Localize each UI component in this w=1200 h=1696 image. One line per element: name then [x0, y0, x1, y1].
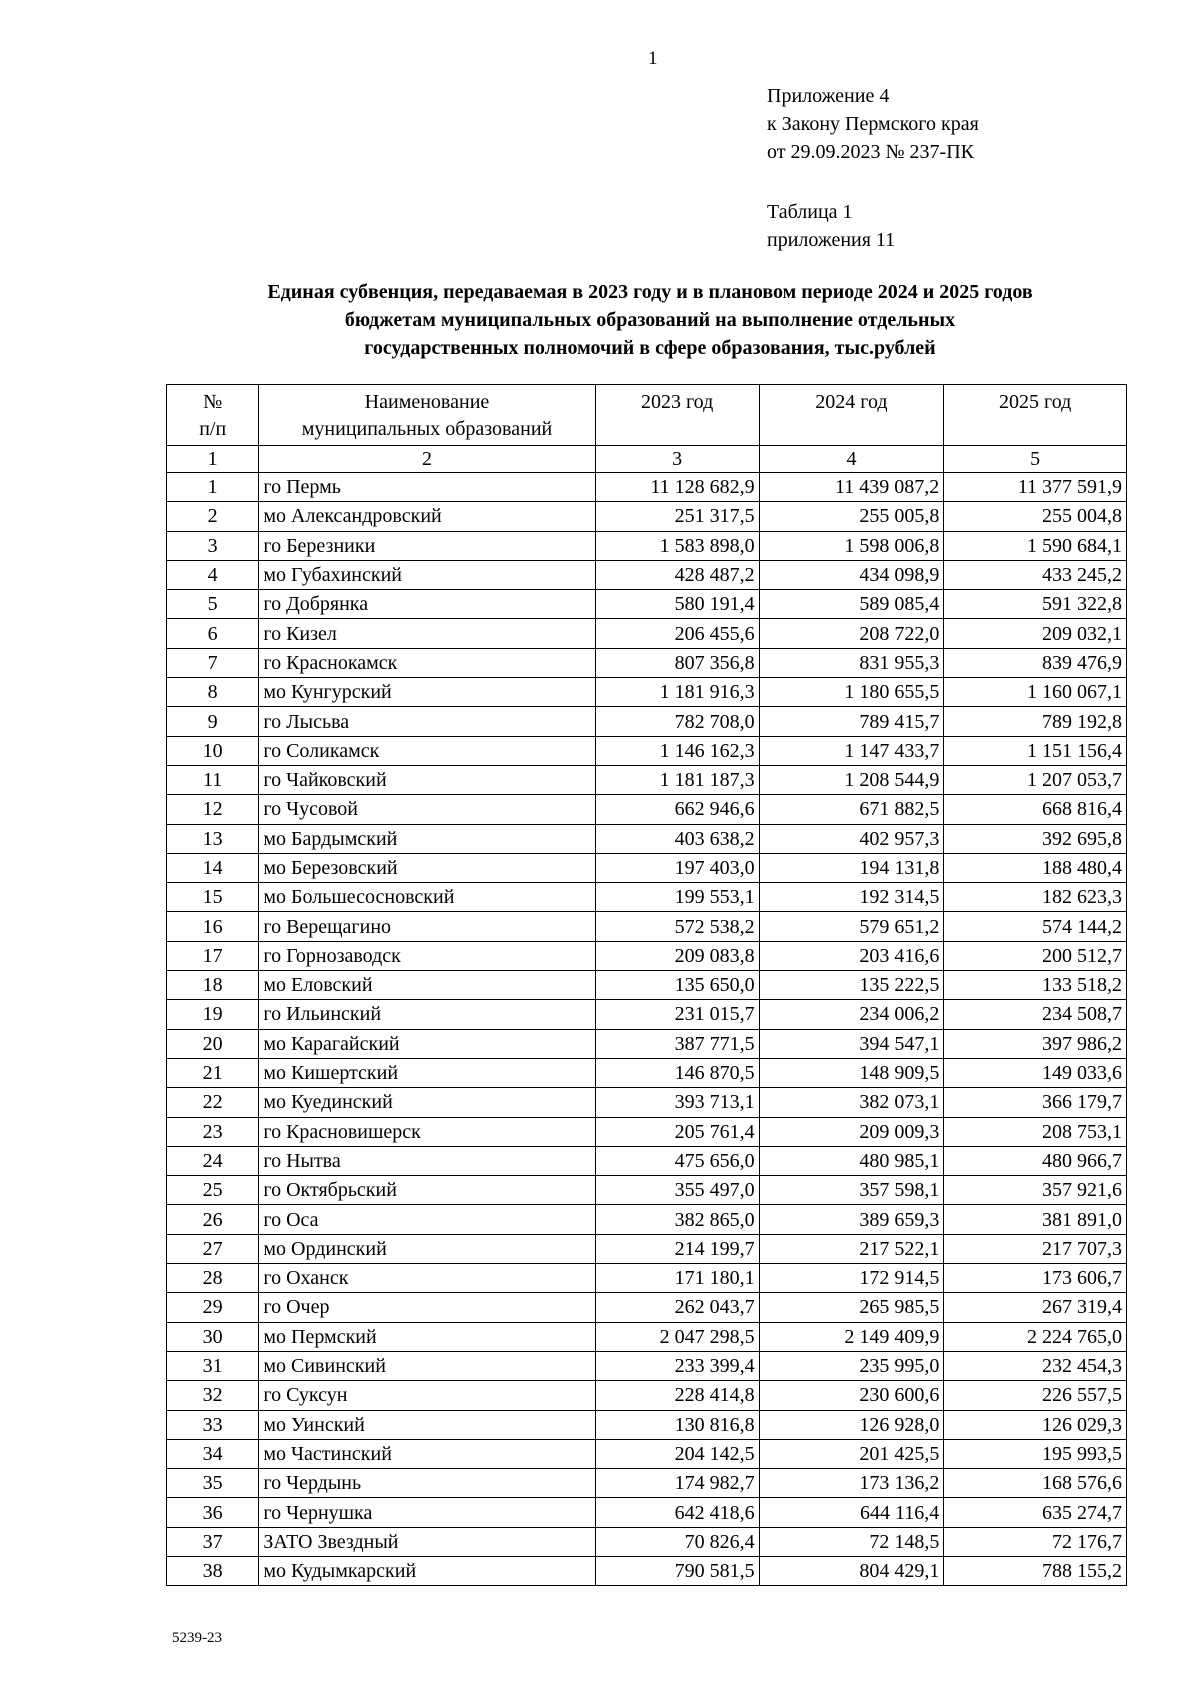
row-value-2023: 580 191,4: [595, 590, 759, 619]
table-row: [167, 795, 1127, 824]
row-number: 8: [167, 678, 259, 707]
row-value-2023: 197 403,0: [595, 853, 759, 882]
row-value-2024: 1 180 655,5: [759, 678, 944, 707]
table-row: [167, 678, 1127, 707]
appendix-reference: [767, 82, 979, 166]
row-number: 34: [167, 1439, 259, 1468]
appendix-line-3: от 29.09.2023 № 237-ПК: [767, 141, 975, 163]
row-value-2024: 172 914,5: [759, 1264, 944, 1293]
row-value-2025: 133 518,2: [944, 971, 1127, 1000]
table-row: [167, 1293, 1127, 1322]
row-value-2024: 434 098,9: [759, 560, 944, 589]
table-row: [167, 560, 1127, 589]
row-value-2025: 788 155,2: [944, 1556, 1127, 1585]
table-row: [167, 1556, 1127, 1585]
column-number-row: [167, 446, 1127, 473]
row-number: 20: [167, 1029, 259, 1058]
row-number: 27: [167, 1234, 259, 1263]
row-number: 35: [167, 1469, 259, 1498]
row-number: 10: [167, 736, 259, 765]
table-row: [167, 1351, 1127, 1380]
row-value-2025: 209 032,1: [944, 619, 1127, 648]
row-number: 23: [167, 1117, 259, 1146]
row-value-2024: 11 439 087,2: [759, 473, 944, 502]
header-name-line-2: муниципальных образований: [301, 418, 553, 440]
row-number: 30: [167, 1322, 259, 1351]
header-number-line-1: №: [203, 391, 223, 413]
row-value-2023: 782 708,0: [595, 707, 759, 736]
row-value-2023: 662 946,6: [595, 795, 759, 824]
row-value-2025: 200 512,7: [944, 941, 1127, 970]
row-value-2024: 126 928,0: [759, 1410, 944, 1439]
title-line-2: бюджетам муниципальных образований на выполнение отдельных: [344, 309, 956, 331]
row-value-2025: 574 144,2: [944, 912, 1127, 941]
row-value-2023: 251 317,5: [595, 502, 759, 531]
row-value-2024: 402 957,3: [759, 824, 944, 853]
table-row: [167, 502, 1127, 531]
row-value-2023: 572 538,2: [595, 912, 759, 941]
row-value-2025: 397 986,2: [944, 1029, 1127, 1058]
row-value-2023: 403 638,2: [595, 824, 759, 853]
row-number: 5: [167, 590, 259, 619]
subvention-table: [166, 384, 1127, 1586]
table-row: [167, 1029, 1127, 1058]
row-value-2023: 135 650,0: [595, 971, 759, 1000]
row-value-2023: 146 870,5: [595, 1058, 759, 1087]
column-number: 3: [595, 446, 759, 473]
row-number: 37: [167, 1527, 259, 1556]
row-number: 28: [167, 1264, 259, 1293]
page-number: 1: [648, 48, 658, 69]
row-value-2025: 234 508,7: [944, 1000, 1127, 1029]
row-value-2023: 130 816,8: [595, 1410, 759, 1439]
row-value-2023: 790 581,5: [595, 1556, 759, 1585]
row-value-2024: 389 659,3: [759, 1205, 944, 1234]
row-value-2024: 148 909,5: [759, 1058, 944, 1087]
row-value-2023: 2 047 298,5: [595, 1322, 759, 1351]
table-body: [167, 473, 1127, 1586]
row-value-2025: 149 033,6: [944, 1058, 1127, 1087]
document-title: [150, 278, 1150, 362]
row-value-2023: 428 487,2: [595, 560, 759, 589]
table-row: [167, 590, 1127, 619]
row-number: 21: [167, 1058, 259, 1087]
row-value-2025: 267 319,4: [944, 1293, 1127, 1322]
row-number: 31: [167, 1351, 259, 1380]
row-number: 24: [167, 1146, 259, 1175]
table-row: [167, 912, 1127, 941]
header-name: [259, 385, 595, 446]
table-row: [167, 619, 1127, 648]
table-row: [167, 1439, 1127, 1468]
table-row: [167, 765, 1127, 794]
row-number: 22: [167, 1088, 259, 1117]
row-value-2023: 11 128 682,9: [595, 473, 759, 502]
row-value-2025: 392 695,8: [944, 824, 1127, 853]
row-number: 6: [167, 619, 259, 648]
row-municipality: мо Сивинский: [259, 1351, 595, 1380]
row-municipality: го Очер: [259, 1293, 595, 1322]
row-value-2024: 1 598 006,8: [759, 531, 944, 560]
row-value-2024: 265 985,5: [759, 1293, 944, 1322]
row-number: 13: [167, 824, 259, 853]
row-number: 36: [167, 1498, 259, 1527]
table-row: [167, 736, 1127, 765]
row-municipality: го Октябрьский: [259, 1176, 595, 1205]
row-municipality: мо Уинский: [259, 1410, 595, 1439]
row-municipality: го Нытва: [259, 1146, 595, 1175]
row-municipality: мо Еловский: [259, 971, 595, 1000]
row-value-2023: 233 399,4: [595, 1351, 759, 1380]
row-value-2024: 804 429,1: [759, 1556, 944, 1585]
row-municipality: мо Бардымский: [259, 824, 595, 853]
row-value-2024: 209 009,3: [759, 1117, 944, 1146]
row-number: 17: [167, 941, 259, 970]
row-value-2025: 226 557,5: [944, 1381, 1127, 1410]
row-value-2023: 214 199,7: [595, 1234, 759, 1263]
row-value-2023: 70 826,4: [595, 1527, 759, 1556]
title-line-3: государственных полномочий в сфере образования, тыс.рублей: [364, 337, 936, 359]
row-value-2024: 2 149 409,9: [759, 1322, 944, 1351]
row-municipality: го Лысьва: [259, 707, 595, 736]
row-value-2023: 642 418,6: [595, 1498, 759, 1527]
row-value-2025: 168 576,6: [944, 1469, 1127, 1498]
header-2024: 2024 год: [759, 385, 944, 446]
row-value-2024: 217 522,1: [759, 1234, 944, 1263]
row-number: 11: [167, 765, 259, 794]
row-value-2024: 255 005,8: [759, 502, 944, 531]
appendix-line-1: Приложение 4: [767, 85, 890, 107]
row-municipality: го Чернушка: [259, 1498, 595, 1527]
row-value-2023: 171 180,1: [595, 1264, 759, 1293]
row-value-2023: 475 656,0: [595, 1146, 759, 1175]
row-value-2025: 1 151 156,4: [944, 736, 1127, 765]
row-number: 1: [167, 473, 259, 502]
column-number: 5: [944, 446, 1127, 473]
row-value-2025: 366 179,7: [944, 1088, 1127, 1117]
row-number: 26: [167, 1205, 259, 1234]
row-municipality: мо Большесосновский: [259, 883, 595, 912]
row-value-2024: 671 882,5: [759, 795, 944, 824]
row-value-2025: 839 476,9: [944, 648, 1127, 677]
row-value-2023: 387 771,5: [595, 1029, 759, 1058]
row-value-2024: 394 547,1: [759, 1029, 944, 1058]
row-value-2024: 230 600,6: [759, 1381, 944, 1410]
row-number: 4: [167, 560, 259, 589]
column-number: 2: [259, 446, 595, 473]
table-row: [167, 1264, 1127, 1293]
table-row: [167, 1381, 1127, 1410]
row-municipality: го Краснокамск: [259, 648, 595, 677]
row-municipality: го Чайковский: [259, 765, 595, 794]
row-value-2025: 591 322,8: [944, 590, 1127, 619]
table-row: [167, 473, 1127, 502]
row-value-2025: 480 966,7: [944, 1146, 1127, 1175]
row-value-2024: 173 136,2: [759, 1469, 944, 1498]
row-municipality: го Горнозаводск: [259, 941, 595, 970]
row-value-2023: 262 043,7: [595, 1293, 759, 1322]
row-municipality: го Оханск: [259, 1264, 595, 1293]
row-number: 19: [167, 1000, 259, 1029]
row-municipality: го Чердынь: [259, 1469, 595, 1498]
row-value-2024: 235 995,0: [759, 1351, 944, 1380]
row-value-2025: 433 245,2: [944, 560, 1127, 589]
row-municipality: го Березники: [259, 531, 595, 560]
title-line-1: Единая субвенция, передаваемая в 2023 году и в плановом периоде 2024 и 2025 годов: [267, 281, 1033, 303]
table-row: [167, 824, 1127, 853]
row-value-2025: 1 590 684,1: [944, 531, 1127, 560]
row-value-2024: 234 006,2: [759, 1000, 944, 1029]
row-value-2024: 201 425,5: [759, 1439, 944, 1468]
row-municipality: го Ильинский: [259, 1000, 595, 1029]
row-municipality: го Суксун: [259, 1381, 595, 1410]
table-row: [167, 531, 1127, 560]
row-value-2025: 635 274,7: [944, 1498, 1127, 1527]
row-number: 7: [167, 648, 259, 677]
table-row: [167, 1117, 1127, 1146]
appendix-line-2: к Закону Пермского края: [767, 113, 979, 135]
row-number: 18: [167, 971, 259, 1000]
row-municipality: го Соликамск: [259, 736, 595, 765]
row-municipality: го Верещагино: [259, 912, 595, 941]
row-value-2024: 1 208 544,9: [759, 765, 944, 794]
row-value-2023: 355 497,0: [595, 1176, 759, 1205]
table-row: [167, 1322, 1127, 1351]
row-number: 14: [167, 853, 259, 882]
row-value-2025: 1 160 067,1: [944, 678, 1127, 707]
row-value-2024: 208 722,0: [759, 619, 944, 648]
table-row: [167, 1469, 1127, 1498]
row-value-2025: 173 606,7: [944, 1264, 1127, 1293]
row-number: 12: [167, 795, 259, 824]
table-row: [167, 1000, 1127, 1029]
row-value-2023: 382 865,0: [595, 1205, 759, 1234]
row-number: 3: [167, 531, 259, 560]
row-value-2023: 209 083,8: [595, 941, 759, 970]
row-municipality: мо Кишертский: [259, 1058, 595, 1087]
row-municipality: ЗАТО Звездный: [259, 1527, 595, 1556]
row-municipality: го Добрянка: [259, 590, 595, 619]
table-row: [167, 1146, 1127, 1175]
row-number: 33: [167, 1410, 259, 1439]
table-row: [167, 648, 1127, 677]
row-municipality: го Чусовой: [259, 795, 595, 824]
row-municipality: мо Кунгурский: [259, 678, 595, 707]
row-value-2025: 668 816,4: [944, 795, 1127, 824]
row-value-2023: 1 583 898,0: [595, 531, 759, 560]
row-value-2025: 182 623,3: [944, 883, 1127, 912]
row-municipality: мо Губахинский: [259, 560, 595, 589]
row-municipality: мо Кудымкарский: [259, 1556, 595, 1585]
table-row: [167, 941, 1127, 970]
row-value-2024: 831 955,3: [759, 648, 944, 677]
row-value-2025: 789 192,8: [944, 707, 1127, 736]
row-value-2024: 589 085,4: [759, 590, 944, 619]
row-municipality: мо Александровский: [259, 502, 595, 531]
row-municipality: мо Березовский: [259, 853, 595, 882]
table-reference: [767, 198, 895, 254]
row-value-2024: 382 073,1: [759, 1088, 944, 1117]
row-value-2023: 228 414,8: [595, 1381, 759, 1410]
table-row: [167, 853, 1127, 882]
row-number: 32: [167, 1381, 259, 1410]
row-value-2023: 1 181 916,3: [595, 678, 759, 707]
row-value-2024: 203 416,6: [759, 941, 944, 970]
table-row: [167, 1498, 1127, 1527]
row-value-2023: 1 146 162,3: [595, 736, 759, 765]
row-number: 2: [167, 502, 259, 531]
table-header-row: [167, 385, 1127, 446]
row-municipality: го Кизел: [259, 619, 595, 648]
table-ref-line-1: Таблица 1: [767, 201, 853, 223]
row-value-2025: 381 891,0: [944, 1205, 1127, 1234]
row-municipality: го Красновишерск: [259, 1117, 595, 1146]
row-value-2025: 188 480,4: [944, 853, 1127, 882]
row-value-2023: 174 982,7: [595, 1469, 759, 1498]
row-value-2023: 393 713,1: [595, 1088, 759, 1117]
row-value-2024: 789 415,7: [759, 707, 944, 736]
header-name-line-1: Наименование: [364, 391, 490, 413]
row-value-2023: 205 761,4: [595, 1117, 759, 1146]
row-value-2025: 72 176,7: [944, 1527, 1127, 1556]
row-value-2024: 480 985,1: [759, 1146, 944, 1175]
row-number: 16: [167, 912, 259, 941]
table-row: [167, 1088, 1127, 1117]
row-municipality: мо Ординский: [259, 1234, 595, 1263]
column-number: 4: [759, 446, 944, 473]
row-municipality: мо Частинский: [259, 1439, 595, 1468]
row-municipality: мо Пермский: [259, 1322, 595, 1351]
row-number: 38: [167, 1556, 259, 1585]
table-row: [167, 971, 1127, 1000]
row-value-2025: 2 224 765,0: [944, 1322, 1127, 1351]
row-value-2024: 357 598,1: [759, 1176, 944, 1205]
row-value-2025: 232 454,3: [944, 1351, 1127, 1380]
row-value-2024: 135 222,5: [759, 971, 944, 1000]
column-number: 1: [167, 446, 259, 473]
row-value-2023: 231 015,7: [595, 1000, 759, 1029]
row-value-2023: 199 553,1: [595, 883, 759, 912]
row-value-2024: 644 116,4: [759, 1498, 944, 1527]
row-value-2023: 206 455,6: [595, 619, 759, 648]
table-row: [167, 1058, 1127, 1087]
row-number: 9: [167, 707, 259, 736]
row-value-2024: 72 148,5: [759, 1527, 944, 1556]
row-value-2023: 807 356,8: [595, 648, 759, 677]
row-municipality: мо Карагайский: [259, 1029, 595, 1058]
row-municipality: го Пермь: [259, 473, 595, 502]
table-row: [167, 1527, 1127, 1556]
table-row: [167, 1234, 1127, 1263]
header-2023: 2023 год: [595, 385, 759, 446]
row-value-2025: 11 377 591,9: [944, 473, 1127, 502]
row-municipality: го Оса: [259, 1205, 595, 1234]
row-number: 25: [167, 1176, 259, 1205]
table-row: [167, 1410, 1127, 1439]
header-number-line-2: п/п: [199, 418, 227, 440]
row-value-2024: 579 651,2: [759, 912, 944, 941]
row-number: 15: [167, 883, 259, 912]
table-row: [167, 1176, 1127, 1205]
row-value-2023: 1 181 187,3: [595, 765, 759, 794]
table-row: [167, 883, 1127, 912]
row-value-2025: 217 707,3: [944, 1234, 1127, 1263]
table-row: [167, 707, 1127, 736]
row-value-2024: 192 314,5: [759, 883, 944, 912]
header-number: [167, 385, 259, 446]
row-value-2023: 204 142,5: [595, 1439, 759, 1468]
row-value-2024: 1 147 433,7: [759, 736, 944, 765]
row-number: 29: [167, 1293, 259, 1322]
table-row: [167, 1205, 1127, 1234]
footer-code: 5239-23: [172, 1630, 222, 1646]
header-2025: 2025 год: [944, 385, 1127, 446]
row-value-2025: 1 207 053,7: [944, 765, 1127, 794]
row-value-2025: 126 029,3: [944, 1410, 1127, 1439]
row-municipality: мо Куединский: [259, 1088, 595, 1117]
table-ref-line-2: приложения 11: [767, 229, 896, 251]
row-value-2025: 255 004,8: [944, 502, 1127, 531]
row-value-2024: 194 131,8: [759, 853, 944, 882]
row-value-2025: 357 921,6: [944, 1176, 1127, 1205]
row-value-2025: 195 993,5: [944, 1439, 1127, 1468]
row-value-2025: 208 753,1: [944, 1117, 1127, 1146]
